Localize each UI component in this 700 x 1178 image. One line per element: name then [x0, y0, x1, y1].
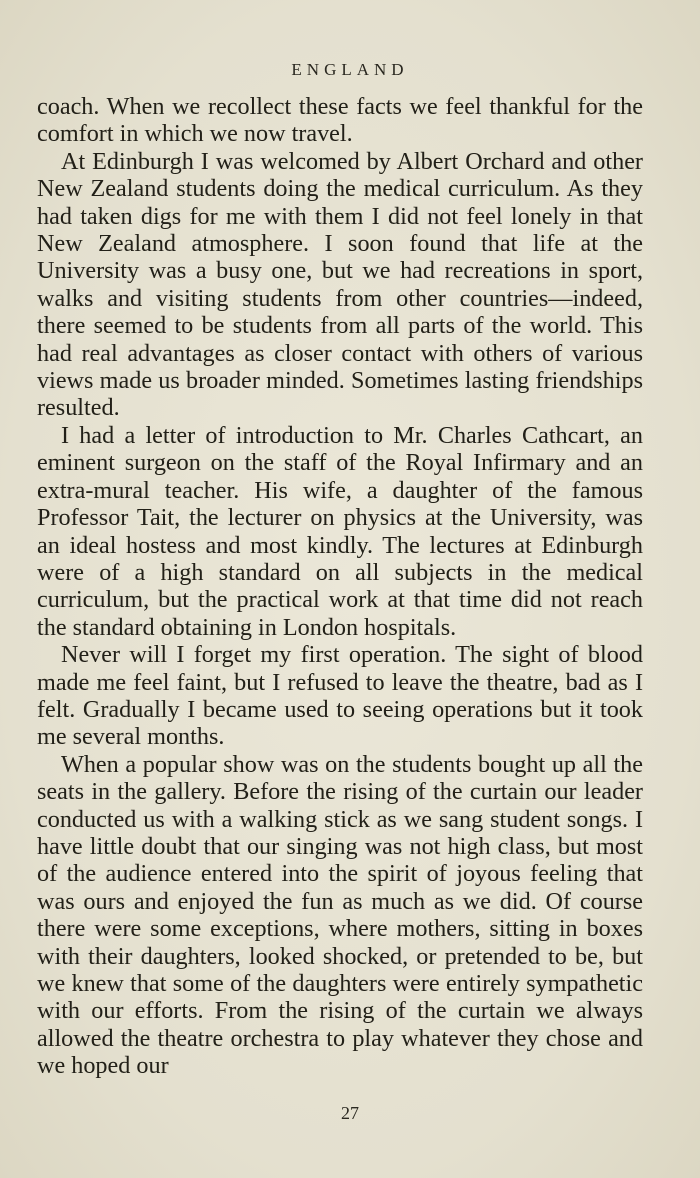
paragraph-2: At Edinburgh I was welcomed by Albert Orchard and other New Zealand students doing the medical curriculum. As they had taken digs for me with them I did not feel lonely in that New Zealand atmosphere. I soon found that life at the University was a busy one, but we had recreations in sport, walks and visiting students from other countries—indeed, there seemed to be students from all parts of the world. This had real advantages as closer contact with others of various views made us broader minded. Sometimes lasting friendships resulted.	[37, 147, 643, 422]
paragraph-4: Never will I forget my first operation. The sight of blood made me feel faint, but I refused to leave the theatre, bad as I felt. Gradually I became used to seeing operations but it took me several months.	[37, 641, 643, 751]
paragraph-5: When a popular show was on the students bought up all the seats in the gallery. Before the rising of the curtain our leader conducted us with a walking stick as we sang student songs. I have little doubt that our singing was not high class, but most of the audience entered into the spirit of joyous feeling that was ours and enjoyed the fun as much as we did. Of course there were some exceptions, where mothers, sitting in boxes with their daughters, looked shocked, or pretended to be, but we knew that some of the daughters were entirely sympathetic with our efforts. From the rising of the curtain we always allowed the theatre orchestra to play whatever they chose and we hoped our	[37, 750, 643, 1080]
paragraph-1: coach. When we recollect these facts we feel thankful for the comfort in which we now travel.	[37, 93, 643, 148]
page-number: 27	[341, 1103, 359, 1123]
body-text	[37, 93, 643, 1080]
paragraph-3: I had a letter of introduction to Mr. Charles Cathcart, an eminent surgeon on the staff of the Royal Infirmary and an extra-mural teacher. His wife, a daughter of the famous Professor Tait, the lecturer on physics at the University, was an ideal hostess and most kindly. The lectures at Edinburgh were of a high standard on all subjects in the medical curriculum, but the practical work at that time did not reach the standard obtaining in London hospitals.	[37, 421, 643, 641]
running-head: ENGLAND	[291, 60, 409, 79]
